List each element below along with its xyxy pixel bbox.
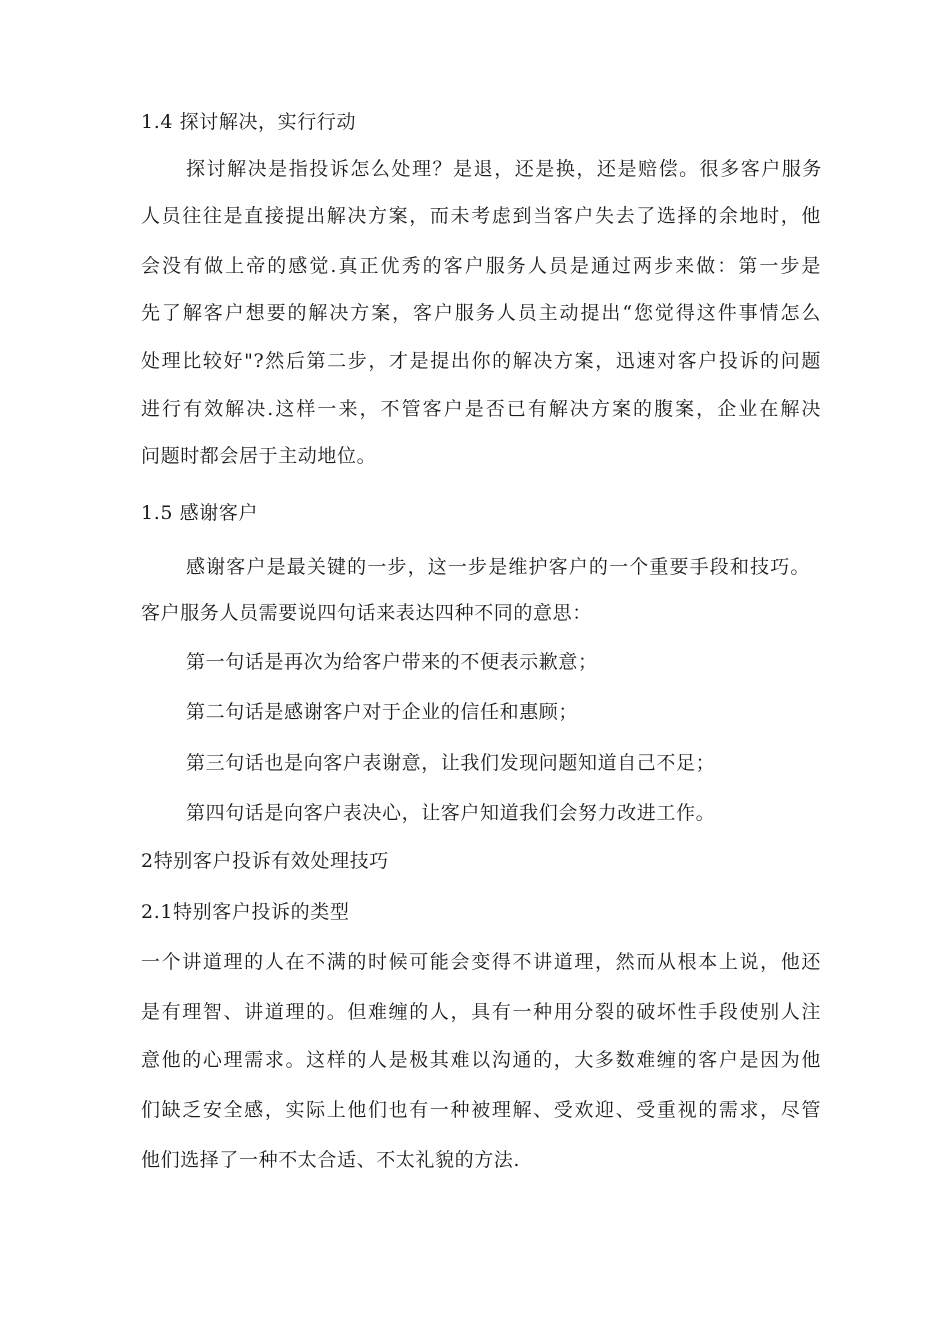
section-heading-1-4: 1.4 探讨解决，实行行动 [141, 111, 357, 133]
section-heading-1-5: 1.5 感谢客户 [141, 502, 259, 524]
paragraph-line: 先了解客户想要的解决方案，客户服务人员主动提出“您觉得这件事情怎么 [141, 302, 821, 324]
list-item: 第三句话也是向客户表谢意，让我们发现问题知道自己不足； [186, 752, 716, 774]
paragraph-line: 是有理智、讲道理的。但难缠的人，具有一种用分裂的破坏性手段使别人注 [141, 1001, 821, 1023]
paragraph-line: 问题时都会居于主动地位。 [141, 445, 377, 467]
paragraph-line: 人员往往是直接提出解决方案，而未考虑到当客户失去了选择的余地时，他 [141, 205, 821, 227]
paragraph-line: 们缺乏安全感，实际上他们也有一种被理解、受欢迎、受重视的需求，尽管 [141, 1099, 821, 1121]
paragraph-line: 进行有效解决.这样一来，不管客户是否已有解决方案的腹案，企业在解决 [141, 398, 821, 420]
list-item: 第四句话是向客户表决心，让客户知道我们会努力改进工作。 [186, 802, 716, 824]
paragraph-line: 客户服务人员需要说四句话来表达四种不同的意思： [141, 602, 592, 624]
paragraph-line: 意他的心理需求。这样的人是极其难以沟通的，大多数难缠的客户是因为他 [141, 1049, 821, 1071]
paragraph-line: 他们选择了一种不太合适、不太礼貌的方法. [141, 1149, 521, 1171]
list-item: 第二句话是感谢客户对于企业的信任和惠顾； [186, 701, 579, 723]
section-heading-2: 2特别客户投诉有效处理技巧 [141, 850, 389, 872]
paragraph-line: 会没有做上帝的感觉.真正优秀的客户服务人员是通过两步来做：第一步是 [141, 255, 821, 277]
list-item: 第一句话是再次为给客户带来的不便表示歉意； [186, 651, 598, 673]
paragraph-line: 处理比较好"?然后第二步，才是提出你的解决方案，迅速对客户投诉的问题 [141, 350, 821, 372]
paragraph-line: 探讨解决是指投诉怎么处理？是退，还是换，还是赔偿。很多客户服务 [186, 158, 822, 180]
paragraph-line: 感谢客户是最关键的一步，这一步是维护客户的一个重要手段和技巧。 [186, 556, 810, 578]
section-heading-2-1: 2.1特别客户投诉的类型 [141, 901, 350, 923]
paragraph-line: 一个讲道理的人在不满的时候可能会变得不讲道理，然而从根本上说，他还 [141, 951, 821, 973]
